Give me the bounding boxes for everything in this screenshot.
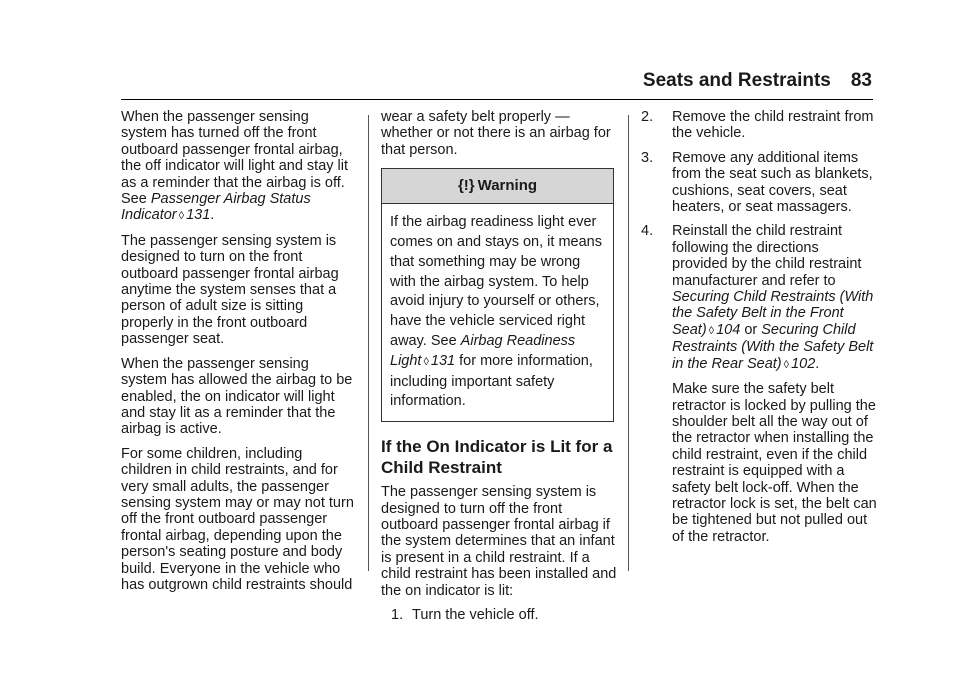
paragraph: The passenger sensing system is designed to turn on the front outboard passenger frontal airbag anytime the system senses that a person of adult size is sitting properly in the front outboard passenger seat. <box>121 232 339 348</box>
column-divider <box>368 115 369 571</box>
list-item <box>381 607 617 623</box>
paragraph: When the passenger sensing system has allowed the airbag to be enabled, the on indicator will light and stay lit as a reminder that the airbag is active. <box>121 355 353 438</box>
list-item <box>641 223 877 373</box>
page-ref-icon: ◊ <box>708 324 715 337</box>
warning-text: If the airbag readiness light ever comes on and stays on, it means that something may be wrong with the airbag system. To help avoid injury to yourself or others, have the vehicle serviced right away. See Airbag Readiness Light ◊ 131 for more information, including important safety information. <box>390 214 602 410</box>
warning-label: Warning <box>477 177 538 195</box>
step-text: Turn the vehicle off. <box>412 607 539 624</box>
page-reference[interactable]: 131 <box>430 352 456 369</box>
cross-reference[interactable]: Airbag Readiness Light <box>390 333 576 369</box>
column-divider <box>628 115 629 571</box>
cross-reference[interactable]: Securing Child Restraints (With the Safety Belt in the Front Seat) <box>672 289 874 338</box>
warning-box <box>381 168 614 422</box>
page-reference[interactable]: 102 <box>791 355 816 372</box>
step-number: 1. <box>391 607 404 624</box>
warning-header <box>382 169 613 204</box>
list-item <box>641 109 877 142</box>
paragraph: The passenger sensing system is designed to turn off the front outboard passenger frontal airbag if the system determines that an infant is present in a child restraint. If a child restraint has been installed and the on indicator is lit: <box>381 484 617 599</box>
paragraph: When the passenger sensing system has turned off the front outboard passenger frontal airbag, the off indicator will light and stay lit as a reminder that the airbag is off. See Passenger Airbag Status Indicator ◊ 131. <box>121 109 349 224</box>
section-title: Seats and Restraints <box>642 70 831 91</box>
cross-reference[interactable]: Securing Child Restraints (With the Safety Belt in the Rear Seat) <box>672 321 874 372</box>
column-left <box>121 109 357 601</box>
page-reference[interactable]: 104 <box>716 321 741 338</box>
page-ref-icon: ◊ <box>423 355 429 368</box>
page-reference[interactable]: 131 <box>186 207 211 224</box>
column-right <box>641 109 877 553</box>
list-item <box>641 150 877 216</box>
column-middle <box>381 109 617 631</box>
paragraph: For some children, including children in child restraints, and for very small adults, the passenger sensing system may or may not turn off the front outboard passenger frontal airbag, depending upon the person's seating posture and body build. Everyone in the vehicle who has outgrown child restraints should <box>121 445 354 593</box>
paragraph: Make sure the safety belt retractor is locked by pulling the shoulder belt all the way out of the retractor when installing the child restraint, even if the child restraint is equipped with a safety belt lock-off. When the retractor lock is set, the belt can be tightened but not pulled out of the retractor. <box>672 381 877 545</box>
step-text: Remove the child restraint from the vehicle. <box>672 109 874 142</box>
header-rule <box>121 99 873 100</box>
step-text: Reinstall the child restraint following the directions provided by the child restraint manufacturer and refer to Securing Child Restraints (With the Safety Belt in the Front Seat) ◊ 104 or Securing Child Restraints (With the Safety Belt in the Rear Seat) ◊ 102. <box>672 223 874 372</box>
step-number: 3. <box>641 149 654 166</box>
paragraph: wear a safety belt properly — whether or not there is an airbag for that person. <box>381 109 611 158</box>
page-ref-icon: ◊ <box>178 210 185 223</box>
page-ref-icon: ◊ <box>783 358 790 371</box>
step-number: 2. <box>641 109 654 125</box>
warning-icon: {!} <box>457 177 475 195</box>
page-number: 83 <box>850 70 872 91</box>
step-number: 4. <box>641 223 654 240</box>
cross-reference[interactable]: Passenger Airbag Status Indicator <box>121 191 311 224</box>
section-heading: If the On Indicator is Lit for a Child Restraint <box>381 437 613 478</box>
page-header <box>643 70 872 92</box>
step-text: Remove any additional items from the seat such as blankets, cushions, seat covers, seat heaters, or seat massagers. <box>672 149 873 216</box>
